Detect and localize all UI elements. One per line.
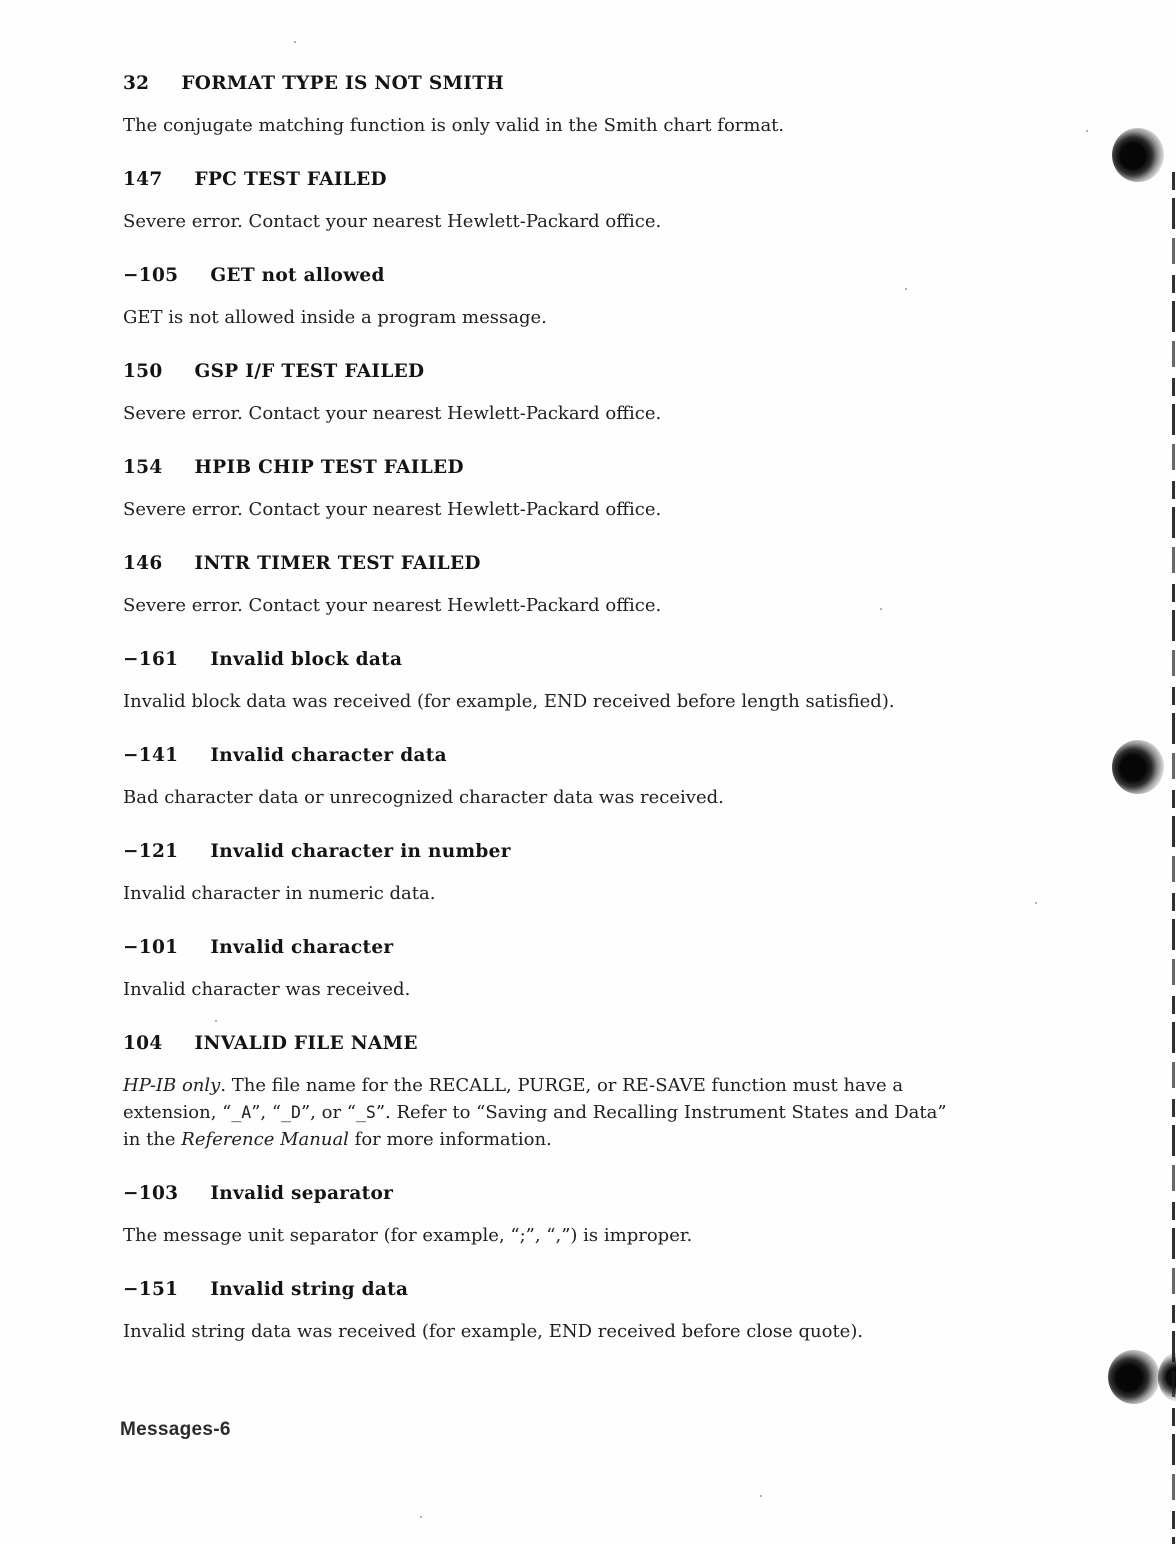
scan-speck — [880, 608, 882, 610]
error-code: 154 — [123, 457, 163, 478]
scan-hole-mark — [1112, 128, 1164, 182]
scan-hole-mark — [1108, 1350, 1160, 1404]
error-heading — [123, 840, 1043, 864]
scan-speck — [294, 41, 296, 43]
error-message-section — [123, 552, 1043, 619]
error-title: INTR TIMER TEST FAILED — [194, 553, 481, 574]
error-code: 146 — [123, 553, 163, 574]
scan-speck — [760, 1495, 762, 1497]
error-message-section — [123, 648, 1043, 715]
error-message-section — [123, 744, 1043, 811]
error-code: −151 — [123, 1279, 179, 1300]
error-code: 150 — [123, 361, 163, 382]
error-heading — [123, 1032, 1043, 1056]
error-code: −103 — [123, 1183, 179, 1204]
error-title: FORMAT TYPE IS NOT SMITH — [181, 73, 505, 94]
error-heading — [123, 264, 1043, 288]
error-heading — [123, 72, 1043, 96]
error-message-section — [123, 1182, 1043, 1249]
scan-speck — [905, 288, 907, 290]
error-title: Invalid character — [210, 937, 394, 958]
error-description: The conjugate matching function is only valid in the Smith chart format. — [123, 115, 785, 136]
error-heading — [123, 360, 1043, 384]
error-message-section — [123, 936, 1043, 1003]
error-heading — [123, 552, 1043, 576]
error-code: 147 — [123, 169, 163, 190]
error-title: Invalid block data — [210, 649, 403, 670]
scan-hole-mark — [1112, 740, 1164, 794]
error-heading — [123, 936, 1043, 960]
error-description: Invalid block data was received (for example, END received before length satisfied). — [123, 691, 895, 712]
error-title: Invalid separator — [210, 1183, 394, 1204]
error-description: Bad character data or unrecognized character data was received. — [123, 787, 724, 808]
scan-speck — [1086, 130, 1088, 132]
page-footer-label: Messages-6 — [120, 1419, 231, 1440]
error-title: FPC TEST FAILED — [194, 169, 387, 190]
scan-edge-line — [1172, 172, 1175, 1544]
error-heading — [123, 744, 1043, 768]
error-description: Severe error. Contact your nearest Hewlett-Packard office. — [123, 211, 662, 232]
error-description: Severe error. Contact your nearest Hewlett-Packard office. — [123, 499, 662, 520]
error-code: −121 — [123, 841, 179, 862]
error-title: GSP I/F TEST FAILED — [194, 361, 425, 382]
error-description: Severe error. Contact your nearest Hewlett-Packard office. — [123, 403, 662, 424]
error-description: Invalid string data was received (for example, END received before close quote). — [123, 1321, 864, 1342]
error-message-section — [123, 264, 1043, 331]
error-title: Invalid character in number — [210, 841, 511, 862]
error-code: −105 — [123, 265, 179, 286]
error-title: GET not allowed — [210, 265, 385, 286]
error-heading — [123, 168, 1043, 192]
error-title: Invalid string data — [210, 1279, 409, 1300]
error-message-section — [123, 840, 1043, 907]
error-description: The message unit separator (for example, “;”, “,”) is improper. — [123, 1225, 693, 1246]
error-description: Invalid character was received. — [123, 979, 411, 1000]
error-message-list — [123, 72, 1043, 1374]
error-code: −141 — [123, 745, 179, 766]
error-message-section — [123, 72, 1043, 139]
error-message-section — [123, 360, 1043, 427]
error-message-section — [123, 456, 1043, 523]
error-title: HPIB CHIP TEST FAILED — [194, 457, 464, 478]
error-description: Invalid character in numeric data. — [123, 883, 436, 904]
error-code: 32 — [123, 73, 150, 94]
scan-speck — [420, 1516, 422, 1518]
error-message-section — [123, 1032, 1043, 1153]
error-code: 104 — [123, 1033, 163, 1054]
error-title: Invalid character data — [210, 745, 447, 766]
error-heading — [123, 1182, 1043, 1206]
error-code: −161 — [123, 649, 179, 670]
error-message-section — [123, 1278, 1043, 1345]
error-heading — [123, 648, 1043, 672]
error-message-section — [123, 168, 1043, 235]
error-description: GET is not allowed inside a program message. — [123, 307, 547, 328]
scan-speck — [215, 1020, 217, 1022]
error-description: HP-IB only. The file name for the RECALL, PURGE, or RE-SAVE function must have a extension, “_A”, “_D”, or “_S”. Refer to “Saving and Recalling Instrument States and Data” in the Reference Manual for more information. — [123, 1075, 947, 1150]
scan-speck — [1035, 902, 1037, 904]
error-description: Severe error. Contact your nearest Hewlett-Packard office. — [123, 595, 662, 616]
error-heading — [123, 1278, 1043, 1302]
error-title: INVALID FILE NAME — [194, 1033, 418, 1054]
error-code: −101 — [123, 937, 179, 958]
error-heading — [123, 456, 1043, 480]
